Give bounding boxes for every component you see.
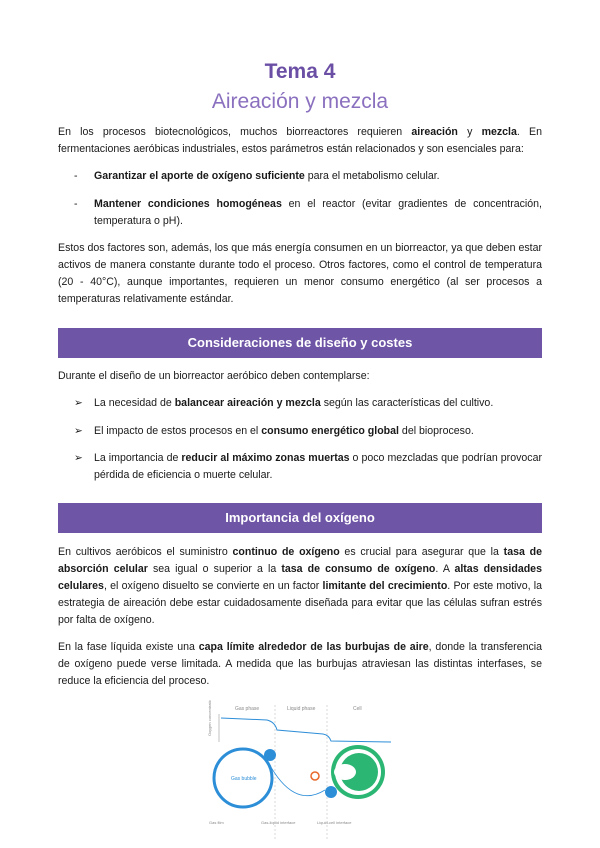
text-run: En cultivos aeróbicos el suministro bbox=[58, 546, 233, 558]
oxygen-transfer-figure bbox=[205, 700, 395, 848]
bold-run: consumo energético global bbox=[261, 425, 399, 437]
section1-bullet-1 bbox=[74, 395, 542, 412]
text-run: La importancia de bbox=[94, 452, 182, 464]
text-run: , donde la transferencia de oxígeno puede verse limitada. A medida que las burbujas atraviesan las distintas interfases, se reduce la eficiencia del proceso. bbox=[58, 641, 543, 687]
text-run: es crucial para asegurar que la bbox=[339, 546, 504, 558]
text-run: La necesidad de bbox=[94, 397, 175, 409]
cell-nucleus bbox=[334, 764, 356, 780]
bullet-text bbox=[94, 196, 542, 230]
bold-run: limitante del crecimiento bbox=[322, 580, 448, 592]
intro-paragraph bbox=[58, 124, 542, 158]
bottom-label-liquid-cell: Liquid-cell interface bbox=[317, 820, 352, 825]
phase-label-cell: Cell bbox=[353, 706, 362, 712]
page-subtitle: Aireación y mezcla bbox=[211, 90, 389, 113]
text-run: En los procesos biotecnológicos, muchos biorreactores requieren bbox=[58, 126, 412, 138]
intro-bullet-2 bbox=[74, 196, 542, 230]
gas-bubble-label: Gas bubble bbox=[231, 776, 257, 782]
section-heading-oxygen: Importancia del oxígeno bbox=[58, 503, 542, 533]
section1-bullet-2 bbox=[74, 423, 542, 440]
bold-run: altas densidades celulares bbox=[58, 563, 542, 592]
bold-run: Garantizar el aporte de oxígeno suficiente bbox=[94, 170, 305, 182]
text-run: para el metabolismo celular. bbox=[304, 170, 440, 182]
oxygen-transfer-diagram bbox=[205, 700, 395, 848]
phase-label-liquid: Liquid phase bbox=[287, 706, 316, 712]
arrow-bullet-icon: ➢ bbox=[74, 425, 83, 437]
bold-run: mezcla bbox=[481, 126, 517, 138]
text-run: y bbox=[457, 126, 482, 138]
phase-label-gas: Gas phase bbox=[235, 706, 260, 712]
text-run: , el oxígeno disuelto se convierte en un factor bbox=[103, 580, 323, 592]
text-run: sea igual o superior a la bbox=[147, 563, 282, 575]
section2-paragraph-2 bbox=[58, 639, 542, 690]
bottom-label-gas-liquid: Gas-liquid interface bbox=[261, 820, 296, 825]
section-heading-design: Consideraciones de diseño y costes bbox=[58, 328, 542, 358]
text-run: . Por este motivo, la estrategia de aireación debe estar cuidadosamente diseñada para evitar que las células sufran estrés por falta de oxígeno. bbox=[58, 580, 542, 626]
text-run: o poco mezcladas que podrían provocar pérdida de eficiencia o muerte celular. bbox=[94, 452, 542, 481]
text-run: En la fase líquida existe una bbox=[58, 641, 199, 653]
text-run: según las características del cultivo. bbox=[320, 397, 494, 409]
text-run: . En fermentaciones aeróbicas industriales, estos parámetros están relacionados y son esenciales para: bbox=[58, 126, 542, 155]
oxygen-molecule-icon bbox=[264, 749, 276, 761]
intro-paragraph-2: Estos dos factores son, además, los que más energía consumen en un biorreactor, ya que deben estar activos de manera constante durante todo el proceso. Otros factores, como el control de temperatura (20 - 40°C), aunque importantes, requieren un menor consumo energético (al ser procesos a temperaturas relativamente estándar. bbox=[58, 242, 542, 305]
bullet-text bbox=[94, 450, 542, 484]
section2-paragraph-1 bbox=[58, 544, 542, 629]
bold-run: tasa de absorción celular bbox=[58, 546, 542, 575]
oxygen-molecule-icon bbox=[325, 786, 337, 798]
page-title: Tema 4 bbox=[264, 60, 336, 83]
section1-bullet-3 bbox=[74, 450, 542, 484]
bold-run: capa límite alrededor de las burbujas de aire bbox=[198, 641, 429, 653]
section1-lead: Durante el diseño de un biorreactor aeróbico deben contemplarse: bbox=[58, 370, 370, 382]
bold-run: aireación bbox=[411, 126, 458, 138]
bottom-label-gas-film: Gas film bbox=[209, 820, 224, 825]
text-run: en el reactor (evitar gradientes de concentración, temperatura o pH). bbox=[94, 198, 542, 227]
text-run: del bioproceso. bbox=[398, 425, 474, 437]
arrow-bullet-icon: ➢ bbox=[74, 397, 83, 409]
bold-run: tasa de consumo de oxígeno bbox=[281, 563, 436, 575]
bold-run: continuo de oxígeno bbox=[232, 546, 340, 558]
bullet-text bbox=[94, 423, 542, 440]
bullet-text bbox=[94, 168, 542, 185]
bold-run: Mantener condiciones homogéneas bbox=[94, 198, 282, 210]
text-run: . A bbox=[435, 563, 455, 575]
axis-label: Oxygen concentration bbox=[207, 700, 212, 736]
bullet-mark: - bbox=[74, 170, 78, 182]
text-run: El impacto de estos procesos en el bbox=[94, 425, 262, 437]
bold-run: balancear aireación y mezcla bbox=[174, 397, 321, 409]
bold-run: reducir al máximo zonas muertas bbox=[181, 452, 350, 464]
arrow-bullet-icon: ➢ bbox=[74, 452, 83, 464]
intro-bullet-1 bbox=[74, 168, 542, 185]
bullet-mark: - bbox=[74, 198, 78, 210]
bullet-text bbox=[94, 395, 542, 412]
